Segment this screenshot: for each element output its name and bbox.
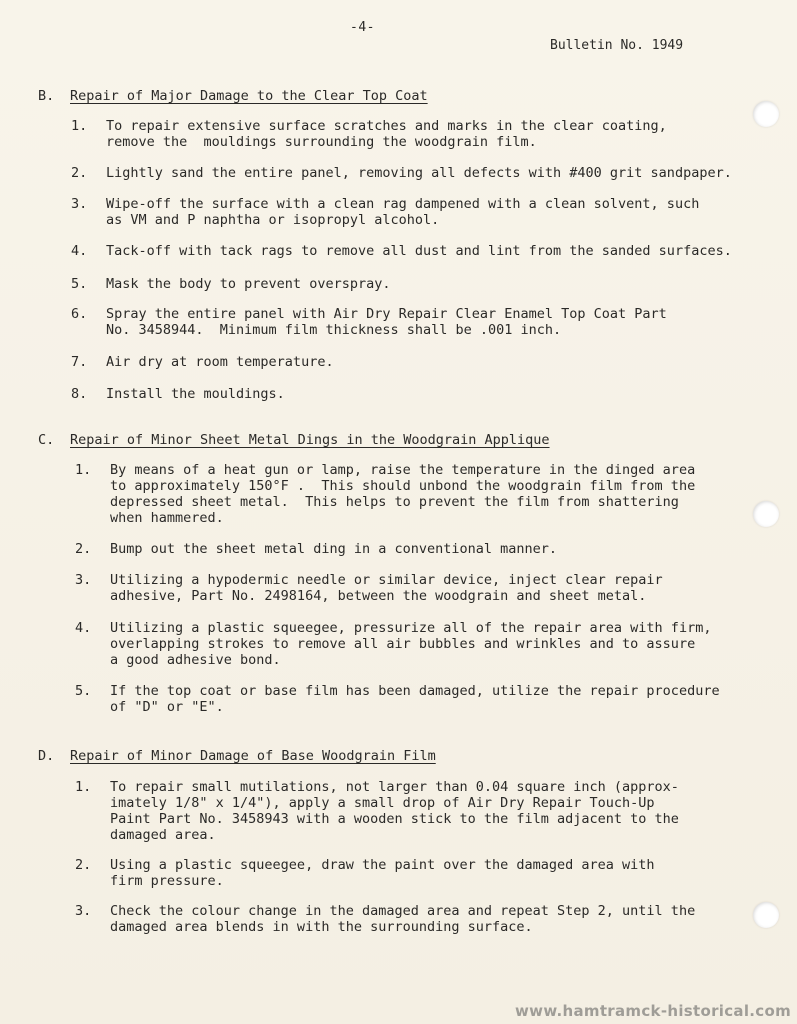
step-c3	[75, 572, 663, 604]
step-number: 5.	[75, 683, 92, 699]
step-text: Air dry at room temperature.	[106, 354, 334, 370]
punch-hole	[753, 501, 779, 527]
section-letter: B.	[38, 88, 55, 104]
step-b4	[71, 243, 732, 259]
section-title: Repair of Minor Damage of Base Woodgrain Film	[70, 748, 436, 764]
step-number: 8.	[71, 386, 88, 402]
step-number: 4.	[71, 243, 88, 259]
section-letter: C.	[38, 432, 55, 448]
step-c1	[75, 462, 696, 526]
step-text: Mask the body to prevent overspray.	[106, 276, 391, 292]
section-c-heading	[38, 432, 550, 448]
step-text: By means of a heat gun or lamp, raise the temperature in the dinged area to approximately 150°F . This should unbond the woodgrain film from the depressed sheet metal. This helps to prevent the film from shattering when hammered.	[110, 462, 696, 526]
step-b2	[71, 165, 732, 181]
step-text: Utilizing a hypodermic needle or similar device, inject clear repair adhesive, Part No. 2498164, between the woodgrain and sheet metal.	[110, 572, 663, 604]
step-b1	[71, 118, 667, 150]
step-text: Install the mouldings.	[106, 386, 285, 402]
punch-hole	[753, 101, 779, 127]
step-number: 6.	[71, 306, 88, 322]
section-letter: D.	[38, 748, 55, 764]
step-d1	[75, 779, 679, 843]
step-text: Bump out the sheet metal ding in a conventional manner.	[110, 541, 558, 557]
step-text: If the top coat or base film has been damaged, utilize the repair procedure of "D" or "E".	[110, 683, 720, 715]
step-b3	[71, 196, 700, 228]
section-title: Repair of Minor Sheet Metal Dings in the Woodgrain Applique	[70, 432, 550, 448]
step-d3	[75, 903, 696, 935]
site-watermark: www.hamtramck-historical.com	[515, 1002, 791, 1020]
step-number: 1.	[71, 118, 88, 134]
step-b5	[71, 276, 391, 292]
step-b7	[71, 354, 334, 370]
step-number: 2.	[75, 857, 92, 873]
step-text: To repair small mutilations, not larger than 0.04 square inch (approx- imately 1/8" x 1/4"), apply a small drop of Air Dry Repair Touch-Up Paint Part No. 3458943 with a wooden stick to the film adjacent to the damaged area.	[110, 779, 679, 843]
page-number: -4-	[350, 20, 375, 35]
step-text: Using a plastic squeegee, draw the paint over the damaged area with firm pressure.	[110, 857, 655, 889]
bulletin-number: Bulletin No. 1949	[550, 38, 684, 53]
section-d-heading	[38, 748, 436, 764]
step-c5	[75, 683, 720, 715]
step-text: Tack-off with tack rags to remove all dust and lint from the sanded surfaces.	[106, 243, 732, 259]
step-text: Lightly sand the entire panel, removing all defects with #400 grit sandpaper.	[106, 165, 732, 181]
punch-hole	[753, 902, 779, 928]
step-text: Check the colour change in the damaged area and repeat Step 2, until the damaged area blends in with the surrounding surface.	[110, 903, 696, 935]
step-text: Wipe-off the surface with a clean rag dampened with a clean solvent, such as VM and P naphtha or isopropyl alcohol.	[106, 196, 700, 228]
step-number: 1.	[75, 462, 92, 478]
step-number: 7.	[71, 354, 88, 370]
section-title: Repair of Major Damage to the Clear Top Coat	[70, 88, 428, 104]
step-text: Utilizing a plastic squeegee, pressurize all of the repair area with firm, overlapping strokes to remove all air bubbles and wrinkles and to assure a good adhesive bond.	[110, 620, 712, 668]
step-number: 5.	[71, 276, 88, 292]
step-b8	[71, 386, 285, 402]
step-number: 4.	[75, 620, 92, 636]
step-d2	[75, 857, 655, 889]
step-number: 1.	[75, 779, 92, 795]
step-number: 2.	[75, 541, 92, 557]
step-text: To repair extensive surface scratches and marks in the clear coating, remove the mouldings surrounding the woodgrain film.	[106, 118, 667, 150]
step-number: 3.	[75, 572, 92, 588]
step-b6	[71, 306, 667, 338]
step-text: Spray the entire panel with Air Dry Repair Clear Enamel Top Coat Part No. 3458944. Minimum film thickness shall be .001 inch.	[106, 306, 667, 338]
step-number: 3.	[71, 196, 88, 212]
step-number: 2.	[71, 165, 88, 181]
step-number: 3.	[75, 903, 92, 919]
section-b-heading	[38, 88, 428, 104]
step-c2	[75, 541, 558, 557]
step-c4	[75, 620, 712, 668]
